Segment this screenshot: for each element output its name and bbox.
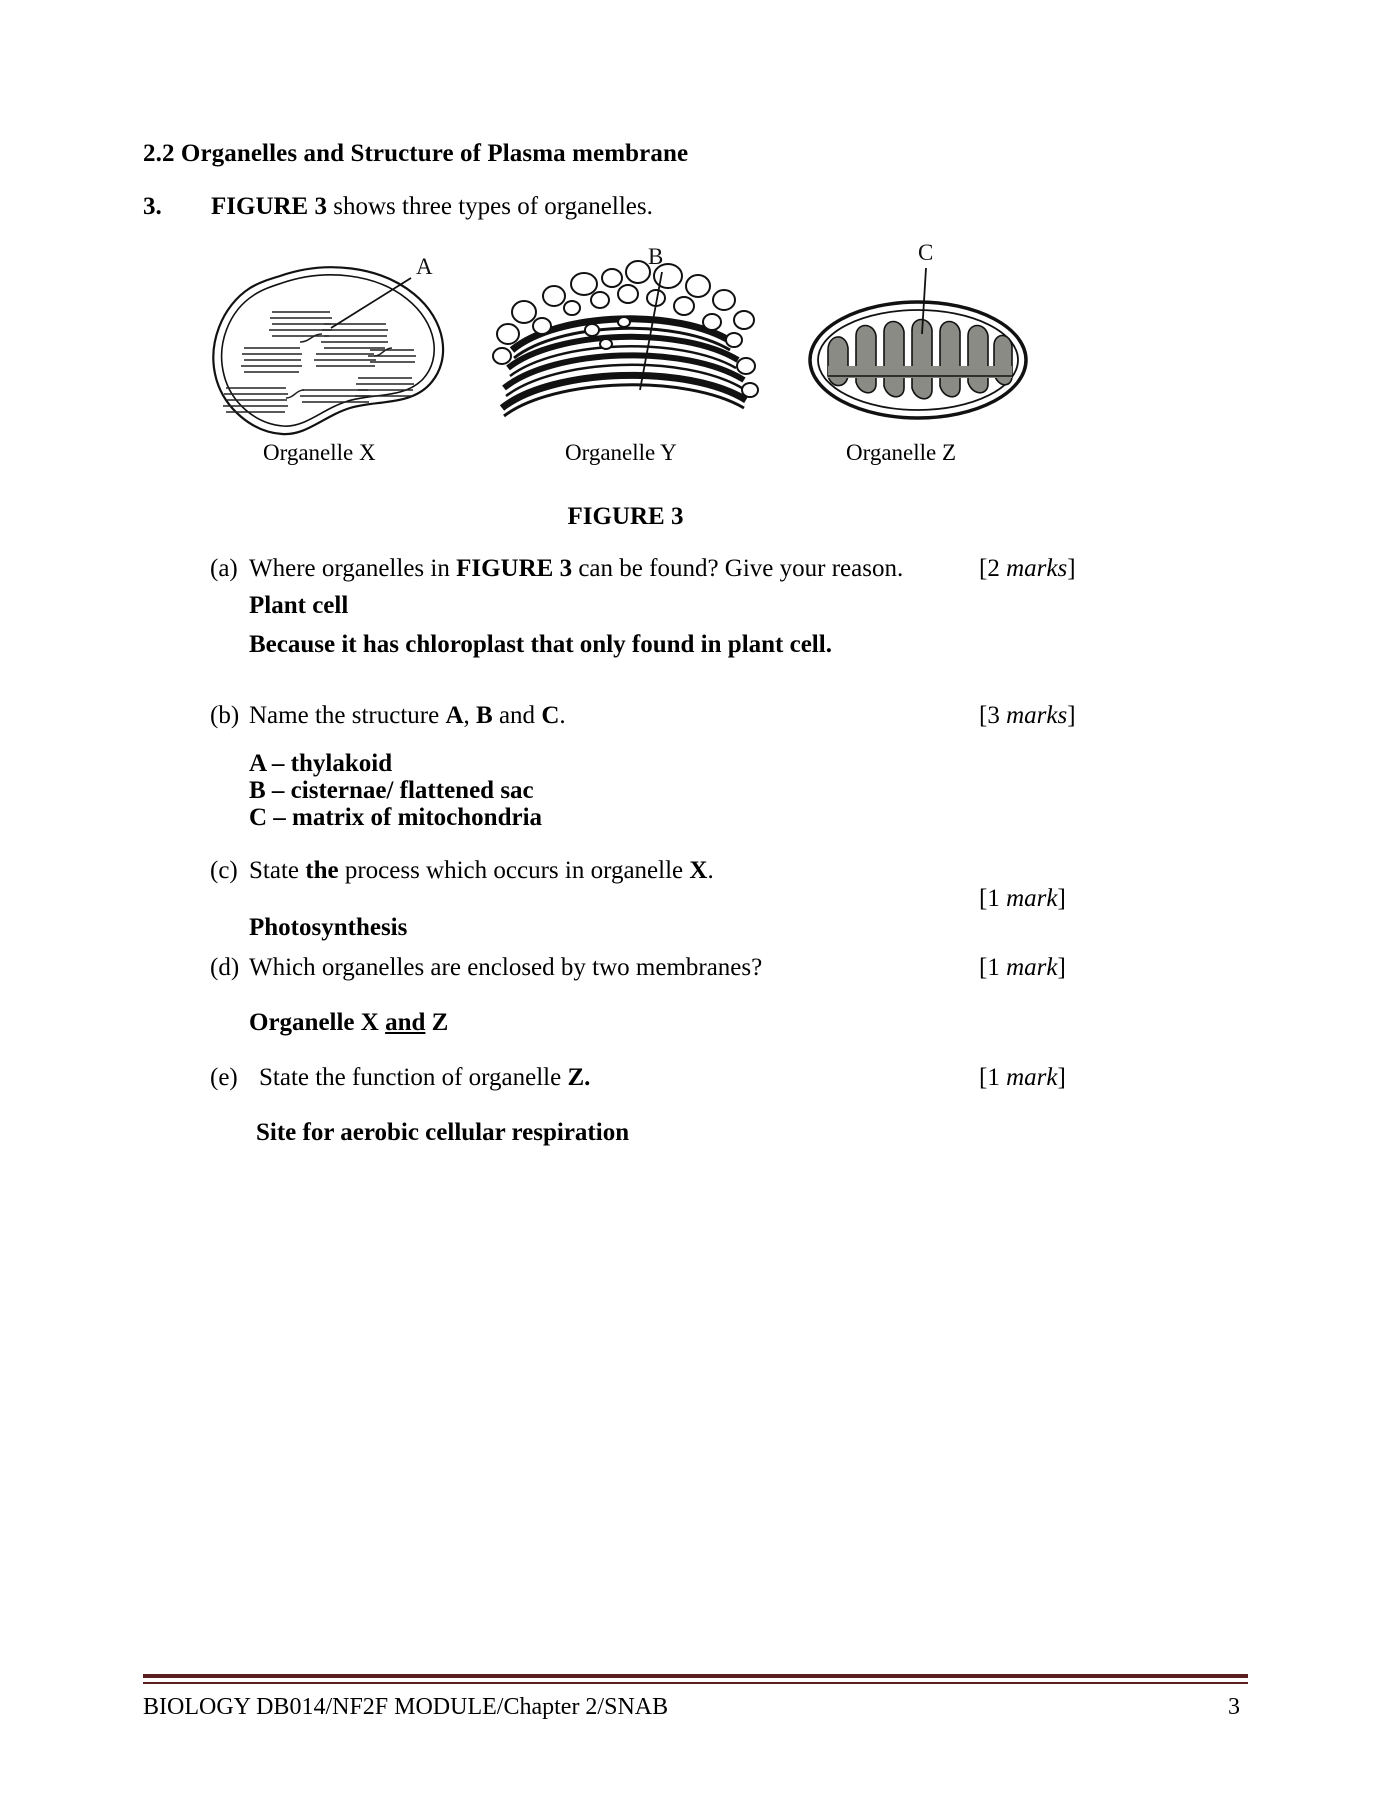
part-e-marks — [979, 1064, 1066, 1092]
part-e-answer: Site for aerobic cellular respiration — [256, 1119, 630, 1146]
part-b-text-pre: Name the structure — [249, 702, 446, 729]
part-e-ref-z: Z. — [567, 1064, 591, 1091]
part-c-text-pre: State — [249, 857, 306, 884]
part-d-marks-close: ] — [1057, 954, 1066, 981]
question-stem-rest: shows three types of organelles. — [326, 193, 653, 220]
part-b-marks-open: [3 — [979, 702, 1007, 729]
part-b-label: (b) — [210, 702, 240, 729]
footer-rule-thick — [143, 1674, 1248, 1678]
part-a-marks-open: [2 — [979, 555, 1007, 582]
golgi-apparatus-diagram — [488, 238, 768, 453]
part-b-text — [249, 702, 566, 730]
figure-title: FIGURE 3 — [567, 503, 684, 530]
part-b-answer-b: B – cisternae/ flattened sac — [249, 777, 534, 804]
part-b-text-mid: , — [463, 702, 477, 729]
part-e-marks-word: mark — [1006, 1064, 1058, 1091]
part-c-emphasis: the — [305, 857, 339, 884]
part-c-text-mid: process which occurs in organelle — [338, 857, 690, 884]
part-d-answer-pre: Organelle X — [249, 1009, 386, 1036]
part-e-text — [259, 1064, 590, 1092]
section-heading: 2.2 Organelles and Structure of Plasma membrane — [143, 140, 689, 167]
part-c-ref-x: X — [689, 857, 708, 884]
part-c-text — [249, 857, 714, 885]
part-c-label: (c) — [210, 857, 238, 884]
organelle-captions — [143, 440, 1248, 470]
question-stem — [211, 193, 653, 221]
part-b-marks-word: marks — [1006, 702, 1068, 729]
part-b-marks-close: ] — [1067, 702, 1076, 729]
chloroplast-diagram — [198, 238, 468, 453]
part-a-figure-ref: FIGURE 3 — [456, 555, 573, 582]
label-c-text: C — [918, 240, 934, 265]
part-c-marks-close: ] — [1057, 885, 1066, 912]
question-number: 3. — [143, 193, 162, 220]
part-c-marks-open: [1 — [979, 885, 1007, 912]
part-d-answer — [249, 1009, 448, 1037]
part-b-answer-c: C – matrix of mitochondria — [249, 804, 543, 831]
part-a-label: (a) — [210, 555, 238, 582]
part-d-answer-post: Z — [425, 1009, 449, 1036]
part-e-marks-close: ] — [1057, 1064, 1066, 1091]
part-d-marks — [979, 954, 1066, 982]
part-a-answer-2: Because it has chloroplast that only found in plant cell. — [249, 631, 832, 658]
part-a-marks-word: marks — [1006, 555, 1068, 582]
part-c-answer: Photosynthesis — [249, 914, 408, 941]
label-b-text: B — [648, 244, 664, 269]
part-b-ref-b: B — [476, 702, 493, 729]
footer-rule-thin — [143, 1682, 1248, 1684]
part-d-label: (d) — [210, 954, 240, 981]
part-d-marks-word: mark — [1006, 954, 1058, 981]
part-a-text-pre: Where organelles in — [249, 555, 457, 582]
part-e-text-pre: State the function of organelle — [259, 1064, 568, 1091]
part-b-answer-a: A – thylakoid — [249, 750, 393, 777]
part-b-marks — [979, 702, 1076, 730]
part-c-marks-word: mark — [1006, 885, 1058, 912]
footer-page-number: 3 — [1228, 1694, 1240, 1720]
part-b-text-mid2: and — [492, 702, 542, 729]
part-d-answer-underlined: and — [385, 1009, 426, 1036]
label-a-text: A — [416, 254, 433, 279]
part-a-marks-close: ] — [1067, 555, 1076, 582]
part-d-marks-open: [1 — [979, 954, 1007, 981]
caption-organelle-y: Organelle Y — [565, 440, 677, 465]
part-a-text-post: can be found? Give your reason. — [572, 555, 904, 582]
caption-organelle-x: Organelle X — [263, 440, 376, 465]
part-c-marks — [979, 885, 1066, 913]
part-e-label: (e) — [210, 1064, 238, 1091]
part-a-marks — [979, 555, 1076, 583]
part-e-marks-open: [1 — [979, 1064, 1007, 1091]
footer-text: BIOLOGY DB014/NF2F MODULE/Chapter 2/SNAB — [143, 1694, 669, 1720]
question-stem-figure-ref: FIGURE 3 — [211, 193, 327, 220]
part-c-text-post: . — [707, 857, 714, 884]
part-b-text-post: . — [559, 702, 566, 729]
part-a-answer-1: Plant cell — [249, 592, 349, 619]
mitochondrion-diagram — [798, 238, 1048, 453]
caption-organelle-z: Organelle Z — [846, 440, 957, 465]
part-b-ref-a: A — [445, 702, 464, 729]
part-d-text: Which organelles are enclosed by two membranes? — [249, 954, 763, 981]
part-a-text — [249, 555, 903, 583]
part-b-ref-c: C — [541, 702, 560, 729]
